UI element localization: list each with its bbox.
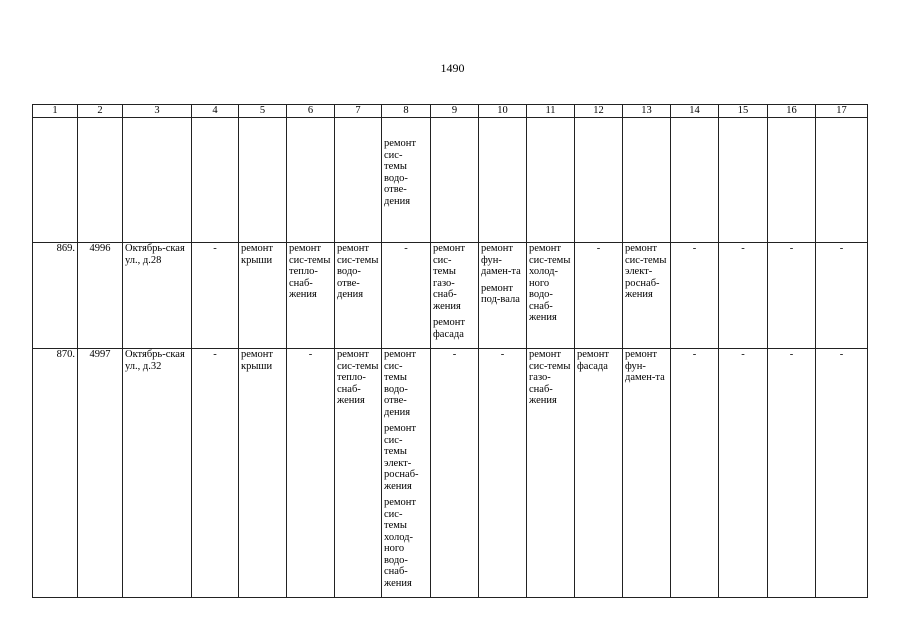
table-cell-col-8 [382, 349, 431, 598]
repair-schedule-table [32, 104, 868, 598]
table-cell-col-15 [719, 118, 768, 243]
table-cell-col-8 [382, 118, 431, 243]
table-cell-col-7: ремонт сис-темы тепло-снаб-жения [335, 349, 382, 598]
table-cell-col-5: ремонт крыши [239, 349, 287, 598]
table-cell-col-15: - [719, 243, 768, 349]
column-header-14: 14 [671, 105, 719, 118]
cell-item: ремонт сис-темы холод-ного водо-снаб-жения [384, 497, 417, 589]
table-cell-col-2 [78, 118, 123, 243]
table-cell-col-12: - [575, 243, 623, 349]
table-cell-col-10 [479, 118, 527, 243]
table-cell-col-16: - [768, 349, 816, 598]
table-cell-col-6: ремонт сис-темы тепло-снаб-жения [287, 243, 335, 349]
column-header-7: 7 [335, 105, 382, 118]
table-cell-col-3: Октябрь-ская ул., д.32 [123, 349, 192, 598]
column-header-2: 2 [78, 105, 123, 118]
table-cell-col-7 [335, 118, 382, 243]
table-cell-col-4: - [192, 349, 239, 598]
cell-item: ремонт сис-темы газо-снаб-жения [433, 243, 466, 312]
cell-item: ремонт сис-темы водо-отве-дения [384, 349, 417, 418]
table-body [33, 118, 868, 598]
table-cell-col-4: - [192, 243, 239, 349]
cell-item: ремонт под-вала [481, 282, 520, 305]
table-cell-col-9 [431, 243, 479, 349]
table-cell-col-9 [431, 118, 479, 243]
table-cell-col-1: 869. [33, 243, 78, 349]
table-row [33, 118, 868, 243]
table-cell-col-14: - [671, 349, 719, 598]
column-header-6: 6 [287, 105, 335, 118]
column-header-9: 9 [431, 105, 479, 118]
table-cell-col-9: - [431, 349, 479, 598]
table-row [33, 349, 868, 598]
column-header-5: 5 [239, 105, 287, 118]
column-header-13: 13 [623, 105, 671, 118]
table-cell-col-7: ремонт сис-темы водо-отве-дения [335, 243, 382, 349]
table-cell-col-12: ремонт фасада [575, 349, 623, 598]
column-header-11: 11 [527, 105, 575, 118]
table-cell-col-2: 4997 [78, 349, 123, 598]
cell-item: ремонт фасада [433, 317, 466, 340]
column-header-3: 3 [123, 105, 192, 118]
table-cell-col-11 [527, 118, 575, 243]
table-cell-col-15: - [719, 349, 768, 598]
table-cell-col-17 [816, 118, 868, 243]
table-cell-col-2: 4996 [78, 243, 123, 349]
table-cell-col-16 [768, 118, 816, 243]
page-number: 1490 [440, 61, 465, 75]
cell-item: - [404, 243, 408, 254]
table-cell-col-14 [671, 118, 719, 243]
table-cell-col-6 [287, 118, 335, 243]
table-cell-col-12 [575, 118, 623, 243]
table-cell-col-1: 870. [33, 349, 78, 598]
table-cell-col-17: - [816, 349, 868, 598]
table-cell-col-11: ремонт сис-темы газо-снаб-жения [527, 349, 575, 598]
table-cell-col-1 [33, 118, 78, 243]
column-header-10: 10 [479, 105, 527, 118]
table-cell-col-5: ремонт крыши [239, 243, 287, 349]
table-cell-col-10: - [479, 349, 527, 598]
cell-item: ремонт сис-темы элект-роснаб-жения [384, 423, 419, 492]
table-cell-col-13 [623, 118, 671, 243]
column-header-12: 12 [575, 105, 623, 118]
table-cell-col-6: - [287, 349, 335, 598]
table-cell-col-14: - [671, 243, 719, 349]
column-header-8: 8 [382, 105, 431, 118]
table-cell-col-8 [382, 243, 431, 349]
cell-item: ремонт фун-дамен-та [481, 243, 521, 277]
table-cell-col-3 [123, 118, 192, 243]
table-cell-col-11: ремонт сис-темы холод-ного водо-снаб-жения [527, 243, 575, 349]
column-header-17: 17 [816, 105, 868, 118]
column-header-16: 16 [768, 105, 816, 118]
table-cell-col-13: ремонт сис-темы элект-роснаб-жения [623, 243, 671, 349]
table-cell-col-3: Октябрь-ская ул., д.28 [123, 243, 192, 349]
column-header-15: 15 [719, 105, 768, 118]
table-cell-col-17: - [816, 243, 868, 349]
cell-item: ремонт сис-темы водо-отве-дения [384, 138, 417, 207]
column-header-1: 1 [33, 105, 78, 118]
table-cell-col-13: ремонт фун-дамен-та [623, 349, 671, 598]
table-cell-col-10 [479, 243, 527, 349]
table-cell-col-4 [192, 118, 239, 243]
table-row [33, 243, 868, 349]
table-cell-col-5 [239, 118, 287, 243]
table-cell-col-16: - [768, 243, 816, 349]
column-header-4: 4 [192, 105, 239, 118]
header-row [33, 105, 868, 118]
